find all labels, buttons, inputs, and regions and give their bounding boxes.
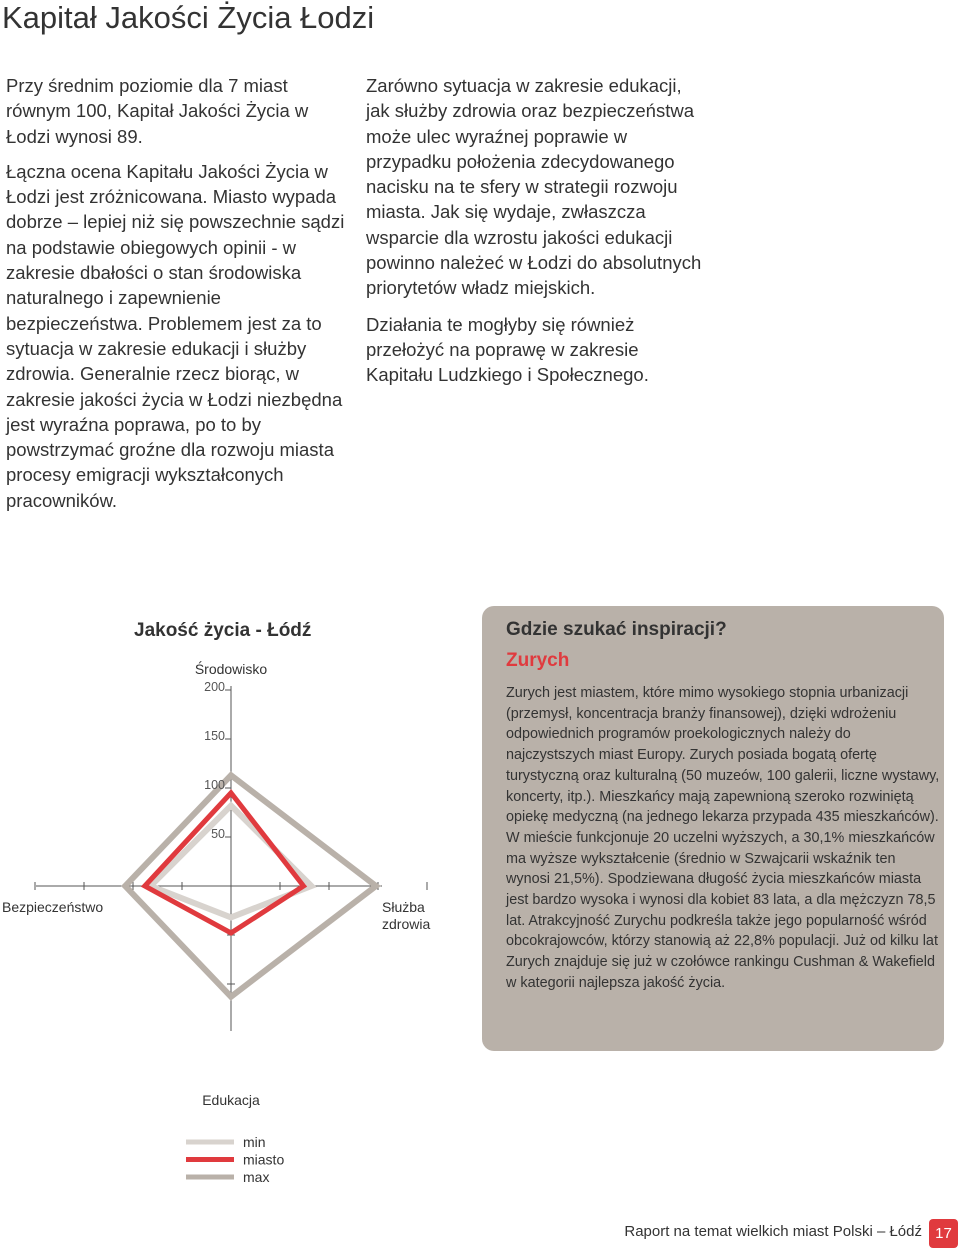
axis-label: Bezpieczeństwo bbox=[2, 899, 104, 915]
axis-label: Służba bbox=[382, 899, 425, 915]
footer-text: Raport na temat wielkich miast Polski – Łódź bbox=[624, 1223, 922, 1240]
axis-label: Środowisko bbox=[194, 661, 268, 677]
tick-label: 50 bbox=[211, 827, 225, 841]
paragraph: Zarówno sytuacja w zakresie edukacji, jak służby zdrowia oraz bezpieczeństwa może ulec wyraźnej poprawie w przypadku położenia zdecydowanego nacisku na te sfery w strategii rozwoju miasta. Jak się wydaje, zwłaszcza wsparcie dla wzrostu jakości edukacji powinno należeć w Łodzi do absolutnych priorytetów władz miejskich. bbox=[366, 75, 702, 299]
box-text: Zurych jest miastem, które mimo wysokiego stopnia urbanizacji (przemysł, koncentracja branży finansowej), dzięki wdrożeniu odpowiednich programów proekologicznych należy do najczystszych miast Europy. Zurych posiada bogatą ofertę turystyczną oraz kulturalną (50 muzeów, 100 galerii, liczne wystawy, koncerty, itp.). Mieszkańcy mają zapewnioną szeroko rozwiniętą opiekę medyczną (na jednego lekarza przypada 435 mieszkańców). W mieście funkcjonuje 20 uczelni wyższych, a 30,1% mieszkańców ma wyższe wykształcenie (średnio w Szwajcarii wskaźnik ten wynosi 21,5%). Spodziewana długość życia mieszkańców miasta jest bardzo wysoka i wynosi dla kobiet 83 lata, a dla mężczyzn 78,5 lat. Atrakcyjność Zurychu podkreśla także jego popularność wśród obcokrajowców, którzy stanowią aż 22,8% populacji. Już od kilku lat Zurych znajduje się już w czołówce rankingu Cushman & Wakefield w kategorii najlepsza jakość życia. bbox=[506, 685, 940, 991]
tick-label: 100 bbox=[204, 778, 225, 792]
axis-label: Edukacja bbox=[202, 1092, 260, 1108]
page-number: 17 bbox=[929, 1219, 958, 1248]
axis-label: zdrowia bbox=[382, 916, 431, 932]
tick-label: 150 bbox=[204, 729, 225, 743]
box-heading: Gdzie szukać inspiracji? bbox=[506, 619, 727, 640]
paragraph: Łączna ocena Kapitału Jakości Życia w Łodzi jest zróżnicowana. Miasto wypada dobrze – lepiej niż się powszechnie sądzi na podstawie obiegowych opinii - w zakresie dbałości o stan środowiska naturalnego i zapewnienie bezpieczeństwa. Problemem jest za to sytuacja w zakresie edukacji i służby zdrowia. Generalnie rzecz biorąc, w zakresie jakości życia w Łodzi niezbędna jest wyraźna poprawa, po to by powstrzymać groźne dla rozwoju miasta procesy emigracji wykształconych pracowników. bbox=[6, 160, 345, 511]
legend-label: miasto bbox=[243, 1151, 285, 1168]
tick-label: 200 bbox=[204, 680, 225, 694]
paragraph: Przy średnim poziomie dla 7 miast równym 100, Kapitał Jakości Życia w Łodzi wynosi 89. bbox=[6, 75, 309, 147]
chart-title: Jakość życia - Łódź bbox=[134, 620, 312, 641]
paragraph: Działania te mogłyby się również przełożyć na poprawę w zakresie Kapitału Ludzkiego i Społecznego. bbox=[366, 313, 649, 386]
page-title: Kapitał Jakości Życia Łodzi bbox=[2, 0, 375, 35]
legend-label: min bbox=[243, 1134, 266, 1150]
legend-label: max bbox=[243, 1169, 270, 1185]
box-subheading: Zurych bbox=[506, 650, 570, 671]
